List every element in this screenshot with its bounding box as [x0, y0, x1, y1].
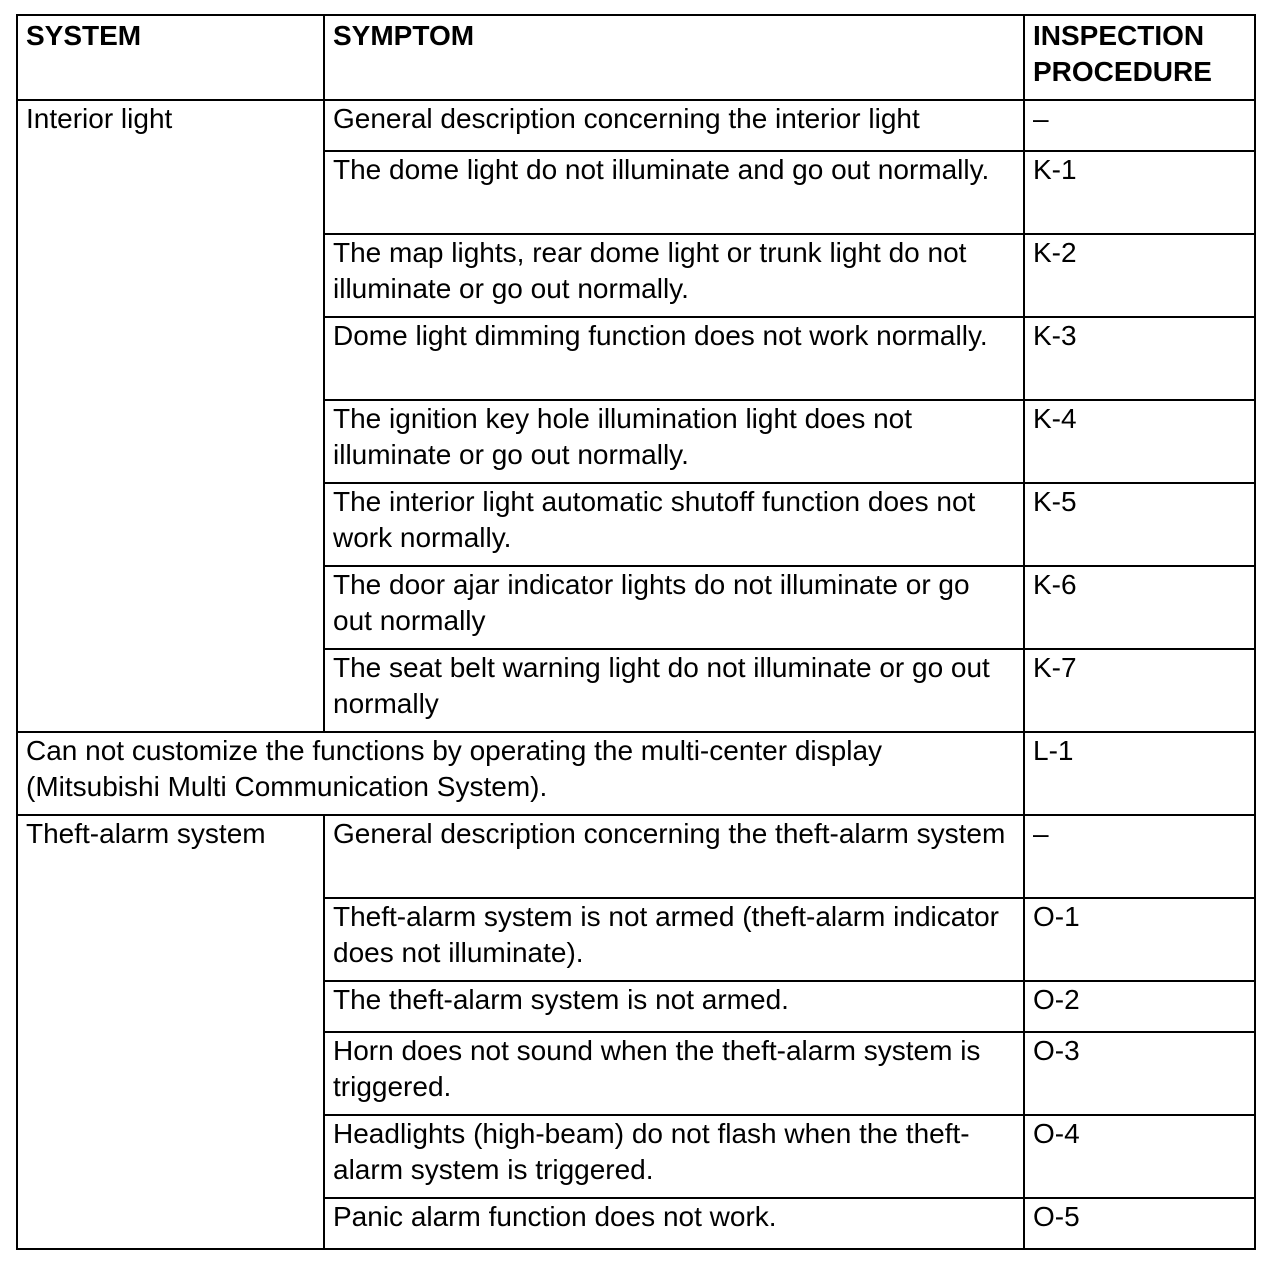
table-row — [17, 815, 1255, 898]
symptom-cell: Theft-alarm system is not armed (theft-alarm indicator does not illuminate). — [324, 898, 1024, 981]
procedure-cell: K-4 — [1024, 400, 1255, 483]
symptom-cell: The theft-alarm system is not armed. — [324, 981, 1024, 1032]
procedure-cell: K-3 — [1024, 317, 1255, 400]
table-row-customize — [17, 732, 1255, 815]
procedure-cell: L-1 — [1024, 732, 1255, 815]
symptom-cell: The ignition key hole illumination light does not illuminate or go out normally. — [324, 400, 1024, 483]
procedure-cell: O-2 — [1024, 981, 1255, 1032]
symptom-cell: Headlights (high-beam) do not flash when the theft-alarm system is triggered. — [324, 1115, 1024, 1198]
symptom-cell: Horn does not sound when the theft-alarm system is triggered. — [324, 1032, 1024, 1115]
procedure-cell: K-1 — [1024, 151, 1255, 234]
procedure-cell: K-2 — [1024, 234, 1255, 317]
procedure-cell: O-3 — [1024, 1032, 1255, 1115]
procedure-cell: O-5 — [1024, 1198, 1255, 1249]
symptom-cell: Panic alarm function does not work. — [324, 1198, 1024, 1249]
procedure-cell: – — [1024, 815, 1255, 898]
inspection-table — [16, 14, 1256, 1250]
header-procedure: INSPECTION PROCEDURE — [1024, 15, 1255, 100]
header-symptom: SYMPTOM — [324, 15, 1024, 100]
symptom-customize: Can not customize the functions by operating the multi-center display (Mitsubishi Multi Communication System). — [17, 732, 1024, 815]
system-theft-alarm: Theft-alarm system — [17, 815, 324, 1249]
symptom-cell: The dome light do not illuminate and go out normally. — [324, 151, 1024, 234]
symptom-cell: Dome light dimming function does not work normally. — [324, 317, 1024, 400]
procedure-cell: K-5 — [1024, 483, 1255, 566]
symptom-cell: The door ajar indicator lights do not illuminate or go out normally — [324, 566, 1024, 649]
header-system: SYSTEM — [17, 15, 324, 100]
procedure-cell: O-1 — [1024, 898, 1255, 981]
table-header-row — [17, 15, 1255, 100]
symptom-cell: General description concerning the theft-alarm system — [324, 815, 1024, 898]
symptom-cell: The map lights, rear dome light or trunk light do not illuminate or go out normally. — [324, 234, 1024, 317]
symptom-cell: General description concerning the interior light — [324, 100, 1024, 151]
procedure-cell: O-4 — [1024, 1115, 1255, 1198]
symptom-cell: The seat belt warning light do not illuminate or go out normally — [324, 649, 1024, 732]
procedure-cell: K-7 — [1024, 649, 1255, 732]
system-interior-light: Interior light — [17, 100, 324, 732]
table-row — [17, 100, 1255, 151]
procedure-cell: – — [1024, 100, 1255, 151]
procedure-cell: K-6 — [1024, 566, 1255, 649]
symptom-cell: The interior light automatic shutoff function does not work normally. — [324, 483, 1024, 566]
